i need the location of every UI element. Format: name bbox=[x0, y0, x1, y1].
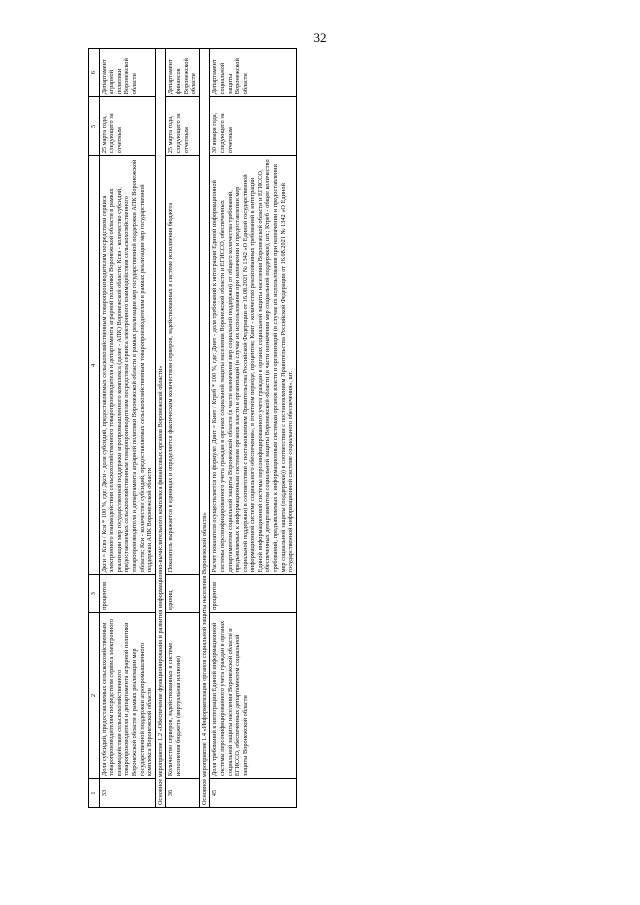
indicator-name: Доля субсидий, предоставляемых сельскохозяйственным товаропроизводителям посредством сервиса электронного взаимодействия сельскохозяйственного товаропроизводителя и департамента аграрной политики Воронежской области в рамках реализации мер государственной поддержки агропромышленного комплекса Воронежской области bbox=[99, 612, 155, 778]
section-row bbox=[155, 49, 166, 808]
col-header-4: 4 bbox=[89, 156, 100, 575]
indicators-table bbox=[88, 48, 297, 808]
col-header-1: 1 bbox=[89, 779, 100, 808]
col-header-3: 3 bbox=[89, 575, 100, 613]
deadline: 25 марта года, следующего за отчетным bbox=[166, 97, 199, 156]
deadline: 25 марта года, следующего за отчетным bbox=[99, 97, 155, 156]
calculation-method: Показатель выражается в единицах и определяется фактическим количеством серверов, задействованных в системе исполнения бюджета bbox=[166, 156, 199, 575]
responsible: Департамент аграрной политики Воронежской области bbox=[99, 49, 155, 97]
indicator-name: Доля требований к интеграции Единой информационной системы персонифицированного учета граждан в органах социальной защиты населения Воронежской области и ЕГИССО, обеспеченных департаментом социальной защиты Воронежской области bbox=[210, 612, 297, 778]
section-title: Основное мероприятие 1.2 «Обеспечение функционирования и развития информационно-вычислительного комплекса финансовых органов Воронежской области» bbox=[155, 49, 166, 808]
row-number: 33 bbox=[99, 779, 155, 808]
section-title: Основное мероприятие 1.4 «Информатизация органов социальной защиты населения Воронежской области» bbox=[199, 49, 210, 808]
col-header-5: 5 bbox=[89, 97, 100, 156]
row-number: 45 bbox=[210, 779, 297, 808]
col-header-6: 6 bbox=[89, 49, 100, 97]
table-row bbox=[210, 49, 297, 808]
unit: процентов bbox=[210, 575, 297, 613]
unit: единиц bbox=[166, 575, 199, 613]
rotated-table-area bbox=[88, 48, 628, 808]
row-number: 36 bbox=[166, 779, 199, 808]
calculation-method: Расчет показателя осуществляется по формуле: Динт = Кинт / Ктреб * 100 %, где: Динт - доля требований к интеграции Единой информационной системы персонифицированного учета граждан в органах социальной защиты населения Воронежской области и ЕГИССО, обеспеченных департаментом социальной защиты Воронежской области (в части назначения мер социальной поддержки) от общего количества требований, предъявляемых к информационным системам органов власти и организаций (в случае их использования при назначении и предоставлении мер социальной поддержки) в соответствии с постановлением Правительства Российской Федерации от 16.08.2021 № 1342 «О Единой государственной информационной системе социального обеспечения», в отчетном периоде, процентов; Кинт - количество реализованных требований к интеграции Единой информационной системы персонифицированного учета граждан в органах социальной защиты населения Воронежской области и ЕГИССО, обеспеченных департаментом социальной защиты Воронежской области (в части назначения мер социальной поддержки), шт.; Ктреб - общее количество требований, предъявляемых к информационным системам органов власти и организаций (в случае их использования при назначении и предоставлении мер социальной защиты (поддержки)) в соответствии с постановлением Правительства Российской Федерации от 16.08.2021 № 1342 «О Единой государственной информационной системе социального обеспечения», шт. bbox=[210, 156, 297, 575]
page-number: 32 bbox=[313, 30, 327, 45]
section-row bbox=[199, 49, 210, 808]
col-header-2: 2 bbox=[89, 612, 100, 778]
unit: процентов bbox=[99, 575, 155, 613]
table-row bbox=[99, 49, 155, 808]
calculation-method: Дкси = Кcвэ / Кси * 100 %, где: Дкси - доля субсидий, предоставляемых сельскохозяйственным товаропроизводителям посредством сервиса электронного взаимодействия сельскохозяйственного товаропроизводителя и департамента аграрной политики Воронежской области в рамках реализации мер государственной поддержки агропромышленного комплекса (далее - АПК) Воронежской области; Кcвэ - количество субсидий, предоставляемых сельскохозяйственным товаропроизводителям посредством сервиса электронного взаимодействия сельскохозяйственного товаропроизводителя и департамента аграрной политики Воронежской области в рамках реализации мер государственной поддержки АПК Воронежской области; Кси - количество субсидий, предоставляемых сельскохозяйственным товаропроизводителям в рамках реализации мер государственной поддержки АПК Воронежской области bbox=[99, 156, 155, 575]
header-row bbox=[89, 49, 100, 808]
responsible: Департамент финансов Воронежской области bbox=[166, 49, 199, 97]
indicator-name: Количество серверов, задействованных в системе исполнения бюджета (виртуальная иллюзия) bbox=[166, 612, 199, 778]
responsible: Департамент социальной защиты Воронежской области bbox=[210, 49, 297, 97]
table-row bbox=[166, 49, 199, 808]
deadline: 30 января года, следующего за отчетным bbox=[210, 97, 297, 156]
